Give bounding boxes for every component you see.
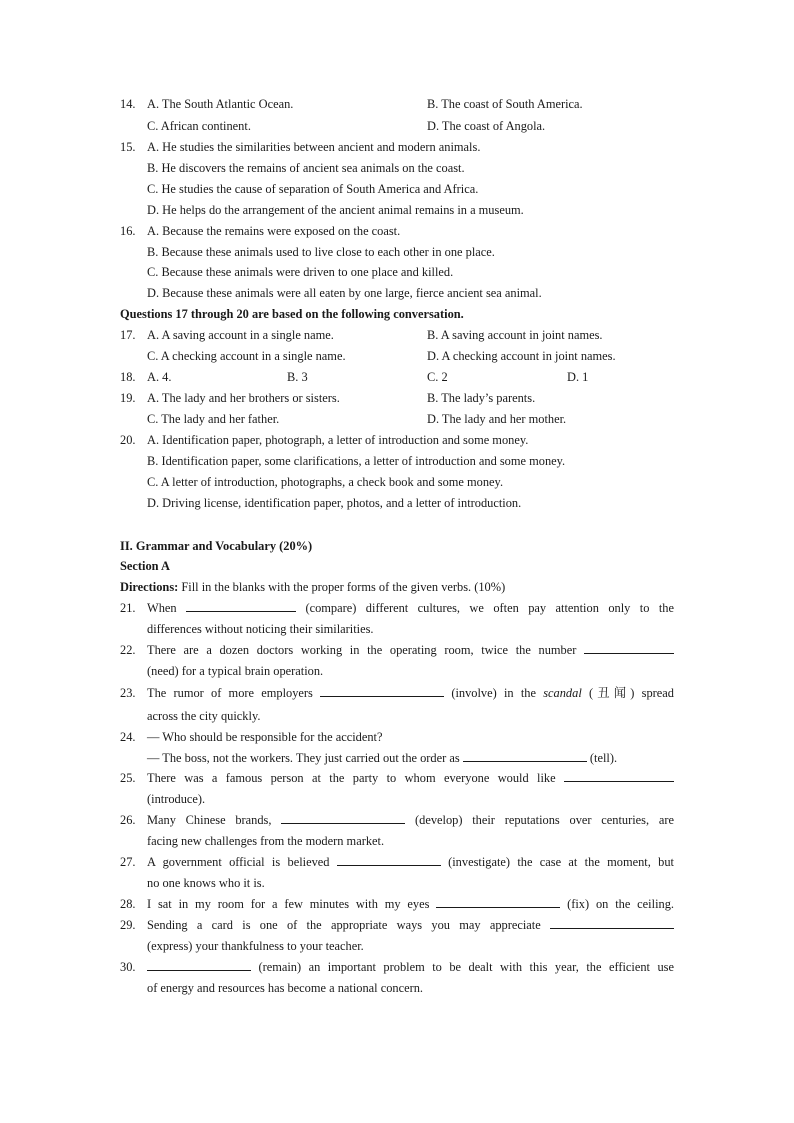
answer-blank[interactable] <box>281 812 405 824</box>
directions-label: Directions: <box>120 580 179 594</box>
question-text: A government official is believed (investigate) the case at the moment, but <box>147 855 674 869</box>
option-b: B. 3 <box>287 370 308 384</box>
answer-blank[interactable] <box>337 854 441 866</box>
option-c: C. He studies the cause of separation of South America and Africa. <box>147 182 479 196</box>
option-a: A. Because the remains were exposed on the coast. <box>147 224 401 238</box>
question-text-cont: differences without noticing their similarities. <box>147 622 374 636</box>
option-d: D. He helps do the arrangement of the ancient animal remains in a museum. <box>147 203 524 217</box>
option-b: B. He discovers the remains of ancient sea animals on the coast. <box>147 161 465 175</box>
question-text: Many Chinese brands, (develop) their reputations over centuries, are <box>147 813 674 827</box>
question-number: 23. <box>120 686 136 700</box>
option-d: D. 1 <box>567 370 589 384</box>
option-c: C. The lady and her father. <box>147 412 280 426</box>
question-text-cont: (introduce). <box>147 792 206 806</box>
answer-blank[interactable] <box>463 750 587 762</box>
question-text: When (compare) different cultures, we often pay attention only to the <box>147 601 674 615</box>
question-number: 24. <box>120 730 136 744</box>
answer-blank[interactable] <box>584 642 674 654</box>
option-a: A. Identification paper, photograph, a letter of introduction and some money. <box>147 433 529 447</box>
option-a: A. The South Atlantic Ocean. <box>147 97 294 111</box>
option-d: D. The coast of Angola. <box>427 119 546 133</box>
question-text-cont: (express) your thankfulness to your teacher. <box>147 939 364 953</box>
option-b: B. Because these animals used to live close to each other in one place. <box>147 245 495 259</box>
question-number: 21. <box>120 601 136 615</box>
option-b: B. The coast of South America. <box>427 97 583 111</box>
directions <box>120 579 505 595</box>
question-text: I sat in my room for a few minutes with my eyes (fix) on the ceiling. <box>147 897 674 911</box>
question-number: 25. <box>120 771 136 785</box>
dialog-line: — The boss, not the workers. They just carried out the order as (tell). <box>147 751 618 765</box>
answer-blank[interactable] <box>320 685 444 697</box>
question-text: There are a dozen doctors working in the operating room, twice the number <box>147 642 674 658</box>
option-d: D. Driving license, identification paper, photos, and a letter of introduction. <box>147 496 522 510</box>
question-text-cont: of energy and resources has become a national concern. <box>147 981 424 995</box>
option-a: A. The lady and her brothers or sisters. <box>147 391 340 405</box>
question-number: 28. <box>120 897 136 911</box>
question-number: 17. <box>120 328 136 342</box>
question-number: 18. <box>120 370 136 384</box>
question-text: Sending a card is one of the appropriate ways you may appreciate <box>147 917 674 933</box>
option-a: A. He studies the similarities between ancient and modern animals. <box>147 140 481 154</box>
question-text: There was a famous person at the party to whom everyone would like <box>147 770 674 786</box>
option-c: C. A letter of introduction, photographs, a check book and some money. <box>147 475 504 489</box>
question-text-cont: no one knows who it is. <box>147 876 265 890</box>
question-text-cont: facing new challenges from the modern market. <box>147 834 385 848</box>
question-number: 20. <box>120 433 136 447</box>
question-number: 14. <box>120 97 136 111</box>
question-number: 26. <box>120 813 136 827</box>
option-d: D. A checking account in joint names. <box>427 349 616 363</box>
question-number: 19. <box>120 391 136 405</box>
answer-blank[interactable] <box>550 917 674 929</box>
option-b: B. The lady’s parents. <box>427 391 536 405</box>
option-d: D. Because these animals were all eaten by one large, fierce ancient sea animal. <box>147 286 542 300</box>
option-b: B. A saving account in joint names. <box>427 328 603 342</box>
section-title: Section A <box>120 559 170 573</box>
question-text-cont: (need) for a typical brain operation. <box>147 664 324 678</box>
question-number: 29. <box>120 918 136 932</box>
answer-blank[interactable] <box>147 959 251 971</box>
option-c: C. African continent. <box>147 119 251 133</box>
option-c: C. Because these animals were driven to one place and killed. <box>147 265 454 279</box>
option-b: B. Identification paper, some clarifications, a letter of introduction and some money. <box>147 454 566 468</box>
part-title: II. Grammar and Vocabulary (20%) <box>120 539 313 553</box>
question-text-cont: across the city quickly. <box>147 709 261 723</box>
directions-text: Fill in the blanks with the proper forms of the given verbs. (10%) <box>178 580 506 594</box>
question-number: 15. <box>120 140 136 154</box>
answer-blank[interactable] <box>436 896 560 908</box>
answer-blank[interactable] <box>564 770 674 782</box>
option-a: A. A saving account in a single name. <box>147 328 334 342</box>
option-c: C. A checking account in a single name. <box>147 349 346 363</box>
conversation-heading: Questions 17 through 20 are based on the following conversation. <box>120 307 464 321</box>
question-number: 30. <box>120 960 136 974</box>
dialog-line: — Who should be responsible for the accident? <box>147 730 383 744</box>
question-number: 22. <box>120 643 136 657</box>
option-d: D. The lady and her mother. <box>427 412 567 426</box>
question-text: The rumor of more employers (involve) in the scandal (丑闻) spread <box>147 686 674 700</box>
option-c: C. 2 <box>427 370 448 384</box>
answer-blank[interactable] <box>186 600 296 612</box>
option-a: A. 4. <box>147 370 172 384</box>
question-number: 16. <box>120 224 136 238</box>
question-number: 27. <box>120 855 136 869</box>
question-text: (remain) an important problem to be dealt with this year, the efficient use <box>147 959 674 975</box>
